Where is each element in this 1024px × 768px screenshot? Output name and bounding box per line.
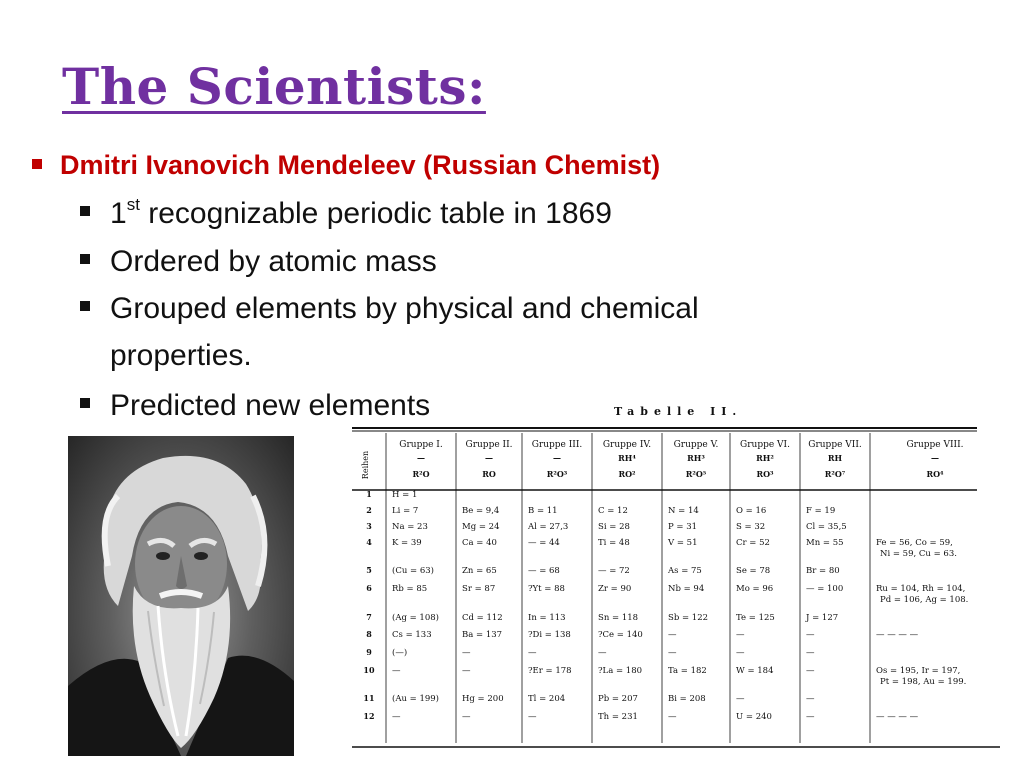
main-bullet-text: Dmitri Ivanovich Mendeleev (Russian Chemist) xyxy=(60,150,661,180)
element-cell: — xyxy=(806,694,815,704)
group-hydride-formula: — xyxy=(417,453,425,463)
sub-bullet-prefix: 1 xyxy=(110,197,127,230)
element-cell: Nb = 94 xyxy=(668,584,705,594)
element-cell: — xyxy=(668,648,677,658)
element-cell: ?Er = 178 xyxy=(528,666,572,676)
element-cell: V = 51 xyxy=(668,538,698,548)
bullet-square-icon xyxy=(32,159,42,169)
group-hydride-formula: — xyxy=(553,453,561,463)
element-cell: — xyxy=(598,648,607,658)
element-cell: B = 11 xyxy=(528,506,558,516)
element-cell: Sn = 118 xyxy=(598,613,639,623)
element-cell: Ta = 182 xyxy=(668,666,707,676)
row-number: 2 xyxy=(366,505,372,515)
element-cell: Tl = 204 xyxy=(528,694,566,704)
bullet-square-icon xyxy=(80,206,90,216)
element-cell: (Cu = 63) xyxy=(392,566,434,576)
element-cell: H = 1 xyxy=(392,490,418,500)
element-cell: Li = 7 xyxy=(392,506,419,516)
group-header: Gruppe III. xyxy=(531,440,583,450)
group-hydride-formula: — xyxy=(931,453,939,463)
element-cell: Sr = 87 xyxy=(462,584,496,594)
group-oxide-formula: R²O xyxy=(412,469,430,479)
element-cell: (—) xyxy=(392,648,408,658)
element-cell: Cs = 133 xyxy=(392,630,432,640)
element-cell: Cr = 52 xyxy=(736,538,770,548)
sub-bullet-superscript: st xyxy=(126,195,140,214)
row-number: 7 xyxy=(366,612,372,622)
element-cell: — xyxy=(736,648,745,658)
element-cell: Rb = 85 xyxy=(392,584,428,594)
element-cell: — xyxy=(668,630,677,640)
element-cell: Be = 9,4 xyxy=(462,506,500,516)
group-header: Gruppe IV. xyxy=(602,440,652,450)
periodic-table-image xyxy=(352,400,1002,755)
group-oxide-formula: RO² xyxy=(618,469,636,479)
element-cell: Zr = 90 xyxy=(598,584,632,594)
element-cell: — = 72 xyxy=(598,566,630,576)
element-cell: U = 240 xyxy=(736,712,772,722)
group-hydride-formula: — xyxy=(485,453,493,463)
element-cell: — xyxy=(736,694,745,704)
element-cell: Mn = 55 xyxy=(806,538,844,548)
element-cell: — xyxy=(668,712,677,722)
group-header: Gruppe I. xyxy=(399,440,443,450)
element-cell: Ca = 40 xyxy=(462,538,497,548)
portrait-illustration xyxy=(68,436,294,756)
row-number: 12 xyxy=(363,711,375,721)
element-cell: N = 14 xyxy=(668,506,699,516)
sub-bullet-2 xyxy=(80,244,437,280)
element-cell: Pd = 106, Ag = 108. xyxy=(880,595,969,605)
element-cell: Mg = 24 xyxy=(462,522,500,532)
element-cell: J = 127 xyxy=(806,613,839,623)
row-number: 1 xyxy=(366,489,372,499)
element-cell: — xyxy=(736,630,745,640)
sub-bullet-continuation-text: properties. xyxy=(110,339,252,372)
mendeleev-portrait xyxy=(68,436,294,756)
element-cell: Cd = 112 xyxy=(462,613,503,623)
element-cell: Mo = 96 xyxy=(736,584,774,594)
element-cell: Th = 231 xyxy=(598,712,638,722)
element-cell: Pt = 198, Au = 199. xyxy=(880,677,967,687)
element-cell: O = 16 xyxy=(736,506,767,516)
element-cell: — — — — xyxy=(876,630,919,640)
row-number: 4 xyxy=(366,537,372,547)
bullet-square-icon xyxy=(80,301,90,311)
group-oxide-formula: RO⁴ xyxy=(926,469,944,479)
group-header: Gruppe II. xyxy=(465,440,513,450)
element-cell: — = 100 xyxy=(806,584,844,594)
element-cell: — xyxy=(806,648,815,658)
element-cell: Cl = 35,5 xyxy=(806,522,847,532)
sub-bullet-1 xyxy=(80,196,612,232)
bullet-square-icon xyxy=(80,254,90,264)
group-hydride-formula: RH⁴ xyxy=(618,453,636,463)
element-cell: Hg = 200 xyxy=(462,694,504,704)
group-header: Gruppe VII. xyxy=(808,440,862,450)
element-cell: — xyxy=(528,648,537,658)
element-cell: — xyxy=(462,712,471,722)
group-header: Gruppe V. xyxy=(673,440,719,450)
sub-bullet-3 xyxy=(80,291,699,327)
element-cell: ?Yt = 88 xyxy=(528,584,565,594)
element-cell: — xyxy=(392,712,401,722)
table-caption: Tabelle II. xyxy=(614,405,743,418)
group-header: Gruppe VI. xyxy=(740,440,790,450)
group-oxide-formula: R²O⁷ xyxy=(824,469,846,479)
element-cell: Fe = 56, Co = 59, xyxy=(876,538,953,548)
element-cell: ?Di = 138 xyxy=(528,630,571,640)
element-cell: Se = 78 xyxy=(736,566,771,576)
periodic-table-figure xyxy=(352,425,1002,753)
element-cell: P = 31 xyxy=(668,522,698,532)
sub-bullet-3-continuation xyxy=(80,338,252,374)
element-cell: Bi = 208 xyxy=(668,694,706,704)
group-hydride-formula: RH² xyxy=(756,453,774,463)
group-oxide-formula: R²O⁵ xyxy=(685,469,707,479)
element-cell: ?Ce = 140 xyxy=(598,630,643,640)
element-cell: (Au = 199) xyxy=(392,694,439,704)
element-cell: Os = 195, Ir = 197, xyxy=(876,666,961,676)
element-cell: In = 113 xyxy=(528,613,566,623)
element-cell: — xyxy=(392,666,401,676)
element-cell: W = 184 xyxy=(736,666,774,676)
row-number: 9 xyxy=(366,647,372,657)
bullet-square-icon xyxy=(80,398,90,408)
row-number: 6 xyxy=(366,583,372,593)
element-cell: Ba = 137 xyxy=(462,630,503,640)
element-cell: Na = 23 xyxy=(392,522,428,532)
reihen-label: Reihen xyxy=(361,450,370,480)
element-cell: — — — — xyxy=(876,712,919,722)
element-cell: F = 19 xyxy=(806,506,836,516)
element-cell: K = 39 xyxy=(392,538,422,548)
group-oxide-formula: RO³ xyxy=(756,469,774,479)
element-cell: Al = 27,3 xyxy=(528,522,569,532)
element-cell: Te = 125 xyxy=(736,613,775,623)
element-cell: Sb = 122 xyxy=(668,613,709,623)
element-cell: (Ag = 108) xyxy=(392,613,439,623)
element-cell: — xyxy=(806,666,815,676)
element-cell: — xyxy=(462,666,471,676)
element-cell: — xyxy=(462,648,471,658)
sub-bullet-text: Grouped elements by physical and chemical xyxy=(110,292,699,325)
group-hydride-formula: RH xyxy=(827,453,843,463)
group-header: Gruppe VIII. xyxy=(906,440,964,450)
element-cell: — xyxy=(528,712,537,722)
row-number: 10 xyxy=(363,665,375,675)
group-oxide-formula: RO xyxy=(482,469,496,479)
element-cell: S = 32 xyxy=(736,522,766,532)
group-oxide-formula: R²O³ xyxy=(546,469,568,479)
element-cell: — xyxy=(806,630,815,640)
element-cell: Ti = 48 xyxy=(598,538,630,548)
element-cell: — = 44 xyxy=(528,538,560,548)
element-cell: Ni = 59, Cu = 63. xyxy=(880,549,957,559)
element-cell: Br = 80 xyxy=(806,566,840,576)
group-hydride-formula: RH³ xyxy=(687,453,705,463)
element-cell: ?La = 180 xyxy=(598,666,643,676)
element-cell: Zn = 65 xyxy=(462,566,497,576)
element-cell: Si = 28 xyxy=(598,522,630,532)
slide-title: The Scientists: xyxy=(62,57,486,116)
element-cell: C = 12 xyxy=(598,506,628,516)
element-cell: Pb = 207 xyxy=(598,694,638,704)
row-number: 5 xyxy=(366,565,372,575)
row-number: 3 xyxy=(366,521,372,531)
row-number: 8 xyxy=(366,629,372,639)
element-cell: As = 75 xyxy=(668,566,702,576)
sub-bullet-text: Ordered by atomic mass xyxy=(110,245,437,278)
row-number: 11 xyxy=(363,693,375,703)
sub-bullet-text: Predicted new elements xyxy=(110,389,431,422)
sub-bullet-text: recognizable periodic table in 1869 xyxy=(139,197,612,230)
element-cell: — = 68 xyxy=(528,566,560,576)
main-bullet xyxy=(32,150,660,181)
element-cell: Ru = 104, Rh = 104, xyxy=(876,584,966,594)
element-cell: — xyxy=(806,712,815,722)
